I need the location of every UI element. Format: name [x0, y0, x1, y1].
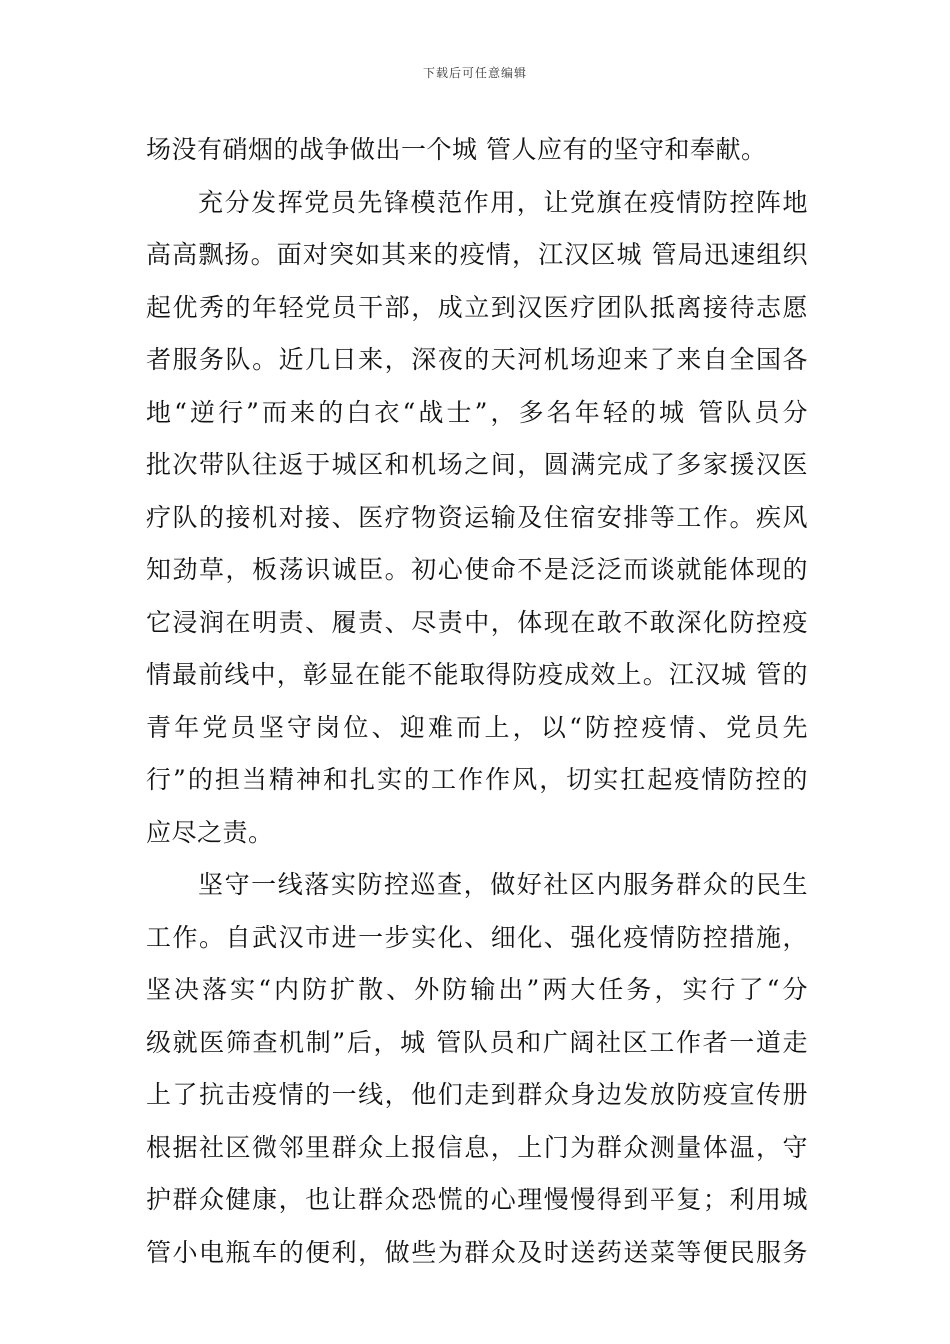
- text-line: 管小电瓶车的便利，做些为群众及时送药送菜等便民服务: [146, 1237, 808, 1267]
- page-header: 下载后可任意编辑: [422, 66, 527, 80]
- text-line: 应尽之责。: [146, 817, 274, 847]
- paragraph-1: [146, 124, 808, 177]
- text-line: 高高飘扬。面对突如其来的疫情，江汉区城 管局迅速组织: [146, 240, 808, 269]
- text-line: 坚守一线落实防控巡查，做好社区内服务群众的民生: [198, 870, 808, 899]
- text-line: 地“逆行”而来的白衣“战士”，多名年轻的城 管队员分: [146, 397, 808, 427]
- text-line: 情最前线中，彰显在能不能取得防疫成效上。江汉城 管的: [146, 660, 808, 689]
- text-line: 根据社区微邻里群众上报信息，上门为群众测量体温，守: [146, 1132, 808, 1162]
- text-line: 批次带队往返于城区和机场之间，圆满完成了多家援汉医: [146, 450, 808, 479]
- text-line: 疗队的接机对接、医疗物资运输及住宿安排等工作。疾风: [146, 502, 808, 532]
- text-line: 坚决落实“内防扩散、外防输出”两大任务，实行了“分: [146, 975, 808, 1004]
- text-line: 起优秀的年轻党员干部，成立到汉医疗团队抵离接待志愿: [146, 292, 808, 322]
- paragraph-2: [146, 177, 808, 860]
- text-line: 它浸润在明责、履责、尽责中，体现在敢不敢深化防控疫: [146, 607, 808, 637]
- text-line: 知劲草，板荡识诚臣。初心使命不是泛泛而谈就能体现的: [146, 555, 808, 584]
- text-line: 工作。自武汉市进一步实化、细化、强化疫情防控措施，: [146, 922, 808, 952]
- text-line: 行”的担当精神和扎实的工作作风，切实扛起疫情防控的: [146, 765, 808, 794]
- text-line: 青年党员坚守岗位、迎难而上，以“防控疫情、党员先: [146, 712, 808, 742]
- text-line: 上了抗击疫情的一线，他们走到群众身边发放防疫宣传册: [146, 1080, 808, 1109]
- paragraph-3: [146, 859, 808, 1279]
- document-body: [146, 124, 808, 1279]
- text-line: 护群众健康，也让群众恐慌的心理慢慢得到平复；利用城: [146, 1185, 808, 1214]
- text-line: 充分发挥党员先锋模范作用，让党旗在疫情防控阵地: [198, 187, 808, 217]
- text-line: 者服务队。近几日来，深夜的天河机场迎来了来自全国各: [146, 345, 808, 374]
- text-line: 级就医筛查机制”后，城 管队员和广阔社区工作者一道走: [146, 1027, 808, 1057]
- text-line: 场没有硝烟的战争做出一个城 管人应有的坚守和奉献。: [146, 135, 767, 164]
